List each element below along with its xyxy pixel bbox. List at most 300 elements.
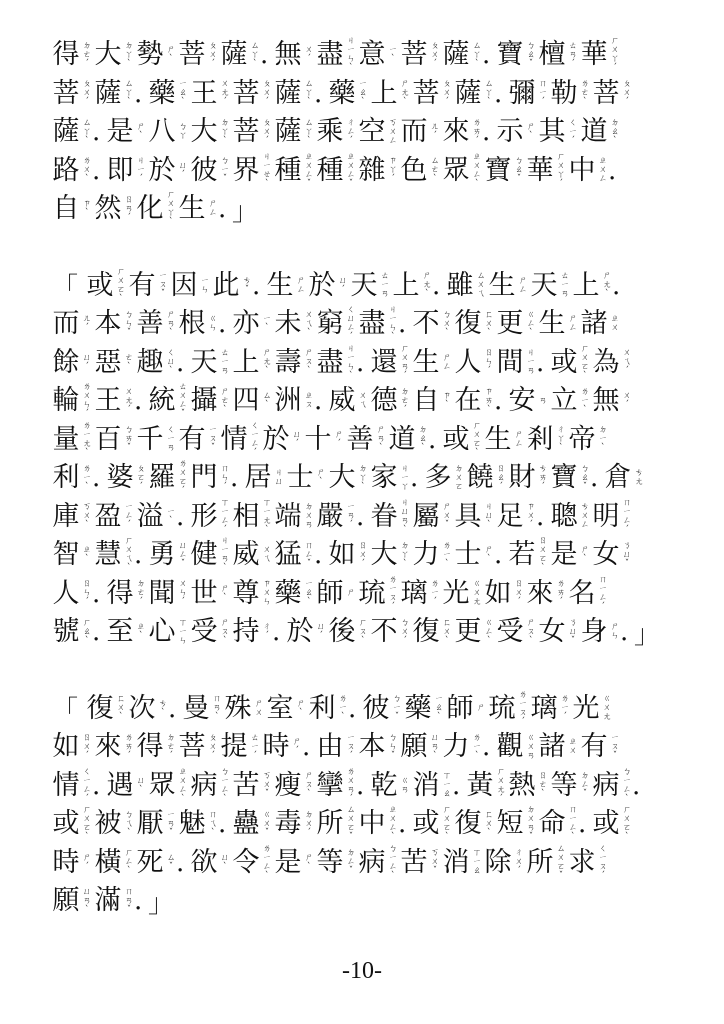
han-character: 惡 — [94, 346, 122, 378]
han-character: 薩 — [454, 77, 482, 109]
han-character: 持 — [232, 616, 260, 648]
annotated-character — [572, 271, 613, 301]
han-character: 號 — [52, 616, 80, 648]
annotated-character — [316, 732, 357, 762]
han-character: 善 — [346, 423, 374, 455]
zhuyin-annotation: ㄢ — [538, 395, 548, 406]
annotated-character — [362, 694, 403, 724]
annotated-character — [94, 309, 135, 339]
annotated-character — [148, 79, 189, 109]
zhuyin-annotation: ㄧ ˋ — [388, 45, 398, 65]
annotated-character — [484, 579, 525, 609]
han-character: 界 — [232, 154, 260, 186]
annotated-character — [538, 732, 579, 762]
zhuyin-annotation: ㄌ ㄧ ˊ — [430, 579, 440, 608]
annotated-character — [190, 156, 231, 186]
annotated-character — [94, 386, 135, 416]
han-character: 生 — [484, 423, 512, 455]
zhuyin-annotation: ㄕ ˋ — [316, 468, 326, 488]
zhuyin-annotation: ㄧ ㄢ ˊ — [346, 502, 356, 531]
annotated-character — [526, 845, 567, 881]
close-quote: 」 — [148, 888, 175, 919]
punctuation-dot: . — [92, 770, 101, 801]
annotated-character — [496, 502, 537, 532]
zhuyin-annotation: ㄉ ㄥ ˇ — [346, 848, 356, 877]
zhuyin-annotation: ㄓ ㄨ — [610, 314, 620, 334]
zhuyin-annotation: ㄨ ㄟ ˊ — [622, 348, 632, 377]
han-character: 如 — [484, 577, 512, 609]
zhuyin-annotation: ㄕ ˋ — [304, 852, 314, 872]
annotated-character — [178, 425, 219, 455]
zhuyin-annotation: ㄌ ㄨ ㄢ ˊ — [346, 766, 356, 804]
text-line — [52, 267, 692, 306]
text-line — [52, 305, 692, 344]
annotated-character — [550, 502, 591, 532]
annotated-character — [538, 117, 579, 147]
annotated-character — [52, 540, 93, 570]
han-character: 明 — [592, 500, 620, 532]
han-character: 雖 — [446, 269, 474, 301]
text-line — [52, 75, 692, 114]
punctuation-dot: . — [356, 501, 365, 532]
han-character: 後 — [328, 616, 356, 648]
han-character: 薩 — [220, 39, 248, 71]
zhuyin-annotation: ㄌ ㄧ ˊ — [560, 694, 570, 723]
han-character: 在 — [454, 385, 482, 417]
annotated-character — [266, 694, 307, 724]
annotated-character — [496, 348, 537, 378]
han-character: 薩 — [52, 116, 80, 148]
han-character: 得 — [136, 731, 164, 763]
han-character: 屬 — [412, 500, 440, 532]
annotated-character — [274, 386, 315, 416]
zhuyin-annotation: ㄖ ㄣ ˊ — [82, 579, 92, 608]
zhuyin-annotation: ㄋ ㄩ ˇ — [568, 617, 578, 646]
zhuyin-annotation: ㄅ ㄞ ˇ — [124, 425, 134, 454]
zhuyin-annotation: ㄆ ㄨ ˊ — [622, 79, 632, 108]
zhuyin-annotation: ㄙ ㄚ ˋ — [250, 40, 260, 69]
han-character: 量 — [52, 423, 80, 455]
han-character: 還 — [370, 346, 398, 378]
punctuation-dot: . — [168, 693, 177, 724]
han-character: 熱 — [508, 769, 536, 801]
punctuation-dot: . — [176, 347, 185, 378]
punctuation-dot: . — [482, 117, 491, 148]
zhuyin-annotation: ㄗ ㄞ ˋ — [484, 386, 494, 415]
zhuyin-annotation: ㄐ ㄧ ˊ — [136, 156, 146, 185]
annotated-character — [442, 422, 483, 458]
annotated-character — [274, 502, 315, 532]
han-character: 菩 — [400, 39, 428, 71]
han-character: 健 — [190, 539, 218, 571]
han-character: 菩 — [178, 731, 206, 763]
annotated-character — [182, 694, 223, 724]
annotated-character — [454, 386, 495, 416]
zhuyin-annotation: ㄇ ㄣ ˊ — [220, 463, 230, 492]
annotated-character — [136, 348, 177, 378]
annotated-character — [136, 309, 177, 339]
han-character: 王 — [94, 385, 122, 417]
annotated-character — [232, 540, 273, 570]
zhuyin-annotation: ㄕ ㄡ ˋ — [304, 771, 314, 800]
zhuyin-annotation: ㄕ ˊ — [292, 737, 302, 757]
annotated-character — [190, 617, 231, 647]
han-character: 而 — [400, 116, 428, 148]
zhuyin-annotation: ㄩ ˊ — [316, 622, 326, 642]
annotated-character — [106, 463, 147, 493]
han-character: 統 — [148, 385, 176, 417]
han-character: 或 — [442, 423, 470, 455]
annotated-character — [526, 579, 567, 609]
zhuyin-annotation: ㄕ — [346, 588, 356, 599]
punctuation-dot: . — [398, 309, 407, 340]
han-character: 身 — [580, 616, 608, 648]
punctuation-dot: . — [356, 347, 365, 378]
han-character: 令 — [232, 846, 260, 878]
han-character: 復 — [454, 308, 482, 340]
han-character: 次 — [128, 692, 156, 724]
zhuyin-annotation: ㄑ ㄩ ˋ — [166, 348, 176, 377]
zhuyin-annotation: ㄓ ㄨ — [568, 737, 578, 757]
annotated-character — [52, 579, 93, 609]
zhuyin-annotation: ㄕ ˋ — [580, 545, 590, 565]
annotated-character — [358, 845, 399, 881]
annotated-character — [94, 194, 135, 224]
zhuyin-annotation: ㄐ ㄧ ㄝ ˋ — [262, 151, 272, 189]
annotated-character — [442, 848, 483, 878]
han-character: 等 — [316, 846, 344, 878]
han-character: 璃 — [400, 577, 428, 609]
annotated-character — [370, 771, 411, 801]
annotated-character — [148, 460, 189, 496]
annotated-character — [370, 617, 411, 647]
annotated-character — [424, 463, 465, 493]
zhuyin-annotation: ㄕ ㄤ ˋ — [422, 271, 432, 300]
han-character: 因 — [170, 269, 198, 301]
han-character: 羅 — [148, 462, 176, 494]
zhuyin-annotation: ㄩ ㄢ ˋ — [82, 886, 92, 915]
annotated-character — [442, 579, 483, 609]
annotated-character — [148, 768, 189, 804]
han-character: 溢 — [136, 500, 164, 532]
annotated-character — [148, 117, 189, 147]
zhuyin-annotation: ㄉ ㄥ ˇ — [580, 771, 590, 800]
han-character: 而 — [52, 308, 80, 340]
han-character: 上 — [392, 269, 420, 301]
han-character: 於 — [148, 154, 176, 186]
zhuyin-annotation: ㄓ ㄨ ㄥ — [598, 156, 608, 185]
han-character: 大 — [94, 39, 122, 71]
annotated-character — [530, 694, 571, 724]
han-character: 聰 — [550, 500, 578, 532]
text-line — [52, 728, 692, 767]
han-character: 剎 — [526, 423, 554, 455]
zhuyin-annotation: ㄙ ˇ — [166, 852, 176, 872]
zhuyin-annotation: ㄌ ㄧ ˋ — [442, 540, 452, 569]
zhuyin-annotation: ㄙ ㄨ ㄛ ˇ — [556, 843, 566, 881]
zhuyin-annotation: ㄐ ㄩ — [274, 468, 284, 488]
annotated-character — [52, 768, 93, 804]
zhuyin-annotation: ㄧ ㄡ ˇ — [208, 425, 218, 454]
annotated-character — [454, 617, 495, 647]
zhuyin-annotation: ㄗ ˋ — [82, 199, 92, 219]
han-character: 女 — [592, 539, 620, 571]
zhuyin-annotation: ㄕ ㄨ ˇ — [442, 502, 452, 531]
han-character: 利 — [308, 692, 336, 724]
punctuation-dot: . — [398, 809, 407, 840]
zhuyin-annotation: ㄆ ㄨ ˊ — [430, 40, 440, 69]
han-character: 然 — [94, 193, 122, 225]
han-character: 或 — [412, 808, 440, 840]
zhuyin-annotation: ㄈ ㄨ ˋ — [442, 617, 452, 646]
han-character: 復 — [412, 616, 440, 648]
han-character: 天 — [190, 346, 218, 378]
annotated-character — [316, 306, 357, 342]
zhuyin-annotation: ㄎ ㄨ ˇ — [262, 771, 272, 800]
han-character: 寶 — [496, 39, 524, 71]
zhuyin-annotation: ㄈ ㄨ ˋ — [484, 309, 494, 338]
zhuyin-annotation: ㄕ ㄡ ˋ — [220, 617, 230, 646]
annotated-character — [136, 502, 177, 532]
zhuyin-annotation: ㄌ ㄨ ㄛ ˊ — [178, 459, 188, 497]
zhuyin-annotation: ㄨ ㄟ — [358, 391, 368, 411]
han-character: 示 — [496, 116, 524, 148]
zhuyin-annotation: ㄏ ㄨ ㄛ ˋ — [82, 805, 92, 843]
han-character: 璃 — [530, 692, 558, 724]
annotated-character — [446, 694, 487, 724]
zhuyin-annotation: ㄑ ㄧ ㄡ ˊ — [598, 843, 608, 881]
punctuation-dot: . — [314, 386, 323, 417]
zhuyin-annotation: ㄉ ㄨ ˊ — [304, 809, 314, 838]
zhuyin-annotation: ㄅ ㄠ ˇ — [580, 463, 590, 492]
annotated-character — [454, 502, 495, 532]
zhuyin-annotation: ㄏ ㄨ ㄤ ˊ — [496, 766, 506, 804]
zhuyin-annotation: ㄓ ˋ — [136, 622, 146, 642]
han-character: 菩 — [178, 39, 206, 71]
punctuation-dot: . — [590, 463, 599, 494]
annotated-character — [496, 732, 537, 762]
zhuyin-annotation: ㄏ ㄨ ㄢ ˊ — [400, 343, 410, 381]
han-character: 來 — [94, 731, 122, 763]
annotated-character — [484, 848, 525, 878]
annotated-character — [550, 79, 591, 109]
annotated-character — [86, 694, 127, 724]
punctuation-dot: . — [348, 693, 357, 724]
han-character: 或 — [550, 346, 578, 378]
annotated-character — [274, 309, 315, 339]
han-character: 庫 — [52, 500, 80, 532]
zhuyin-annotation: ㄓ ㄨ ㄥ ˋ — [178, 766, 188, 804]
zhuyin-annotation: ㄔ ㄚ ˋ — [556, 425, 566, 454]
annotated-character — [148, 579, 189, 609]
han-character: 壽 — [274, 346, 302, 378]
annotated-character — [52, 156, 93, 186]
han-character: 自 — [412, 385, 440, 417]
annotated-character — [526, 153, 567, 189]
annotated-character — [86, 268, 127, 304]
annotated-character — [358, 117, 399, 147]
han-character: 本 — [94, 308, 122, 340]
annotated-character — [358, 806, 399, 842]
han-character: 聞 — [148, 577, 176, 609]
zhuyin-annotation: ㄍ ㄨ ㄢ — [526, 732, 536, 761]
han-character: 光 — [572, 692, 600, 724]
zhuyin-annotation: ㄏ ㄨ ㄛ ˋ — [472, 420, 482, 458]
zhuyin-annotation: ㄩ ˊ — [178, 160, 188, 180]
zhuyin-annotation: ㄙ ㄨ ㄛ ˇ — [346, 805, 356, 843]
zhuyin-annotation: ㄇ ㄧ ㄥ ˋ — [568, 805, 578, 843]
zhuyin-annotation: ㄕ ㄣ — [610, 622, 620, 642]
zhuyin-annotation: ㄅ ㄧ ˇ — [220, 156, 230, 185]
zhuyin-annotation: ㄏ ㄥ ˋ — [124, 848, 134, 877]
zhuyin-annotation: ㄕ ㄤ ˋ — [400, 79, 410, 108]
zhuyin-annotation: ㄨ ㄣ ˊ — [178, 579, 188, 608]
annotated-character — [400, 156, 441, 186]
han-character: 多 — [424, 462, 452, 494]
punctuation-dot: . — [134, 540, 143, 571]
han-character: 魅 — [178, 808, 206, 840]
zhuyin-annotation: ㄗ ˋ — [442, 391, 452, 411]
zhuyin-annotation: ㄖ ㄣ ˊ — [484, 348, 494, 377]
annotated-character — [220, 732, 261, 762]
han-character: 生 — [178, 193, 206, 225]
han-character: 智 — [52, 539, 80, 571]
annotated-character — [400, 117, 441, 147]
annotated-character — [178, 309, 219, 339]
annotated-character — [136, 191, 177, 227]
han-character: 琉 — [358, 577, 386, 609]
han-character: 病 — [358, 846, 386, 878]
annotated-character — [400, 732, 441, 762]
zhuyin-annotation: ㄏ ㄨ ㄚ ˋ — [166, 190, 176, 228]
han-character: 眾 — [148, 769, 176, 801]
close-quote: 」 — [634, 619, 661, 650]
annotated-character — [232, 617, 273, 647]
zhuyin-annotation: ㄕ ㄥ — [518, 275, 528, 295]
han-character: 菩 — [232, 116, 260, 148]
annotated-character — [316, 848, 357, 878]
punctuation-dot: . — [92, 155, 101, 186]
annotated-character — [400, 40, 441, 70]
annotated-character — [328, 540, 369, 570]
han-character: 為 — [592, 346, 620, 378]
punctuation-dot: . — [272, 617, 281, 648]
zhuyin-annotation: ㄇ ㄧ ㄥ ˊ — [622, 497, 632, 535]
zhuyin-annotation: ㄨ ㄤ ˊ — [124, 386, 134, 415]
annotated-character — [508, 537, 549, 573]
zhuyin-annotation: ㄅ ㄧ ㄥ ˋ — [388, 843, 398, 881]
annotated-character — [580, 309, 621, 339]
zhuyin-annotation: ㄕ ˋ — [526, 122, 536, 142]
han-character: 琉 — [488, 692, 516, 724]
zhuyin-annotation: ㄌ ㄞ ˊ — [124, 732, 134, 761]
zhuyin-annotation: ㄗ ㄨ ˊ — [526, 502, 536, 531]
han-character: 菩 — [412, 77, 440, 109]
han-character: 世 — [190, 577, 218, 609]
annotated-character — [358, 306, 399, 342]
text-line — [52, 690, 692, 729]
zhuyin-annotation: ㄩ ˋ — [136, 775, 146, 795]
annotated-character — [442, 153, 483, 189]
han-character: 於 — [262, 423, 290, 455]
han-character: 寶 — [550, 462, 578, 494]
annotated-character — [52, 806, 93, 842]
zhuyin-annotation: ㄉ ㄧ ˋ — [598, 425, 608, 454]
zhuyin-annotation: ㄔ ㄨ ˊ — [514, 848, 524, 877]
zhuyin-annotation: ㄇ ㄟ ˋ — [208, 809, 218, 838]
annotated-character — [190, 348, 231, 378]
annotated-character — [190, 463, 231, 493]
annotated-character — [538, 806, 579, 842]
han-character: 勒 — [550, 77, 578, 109]
han-character: 病 — [592, 769, 620, 801]
han-character: 輪 — [52, 385, 80, 417]
zhuyin-annotation: ㄓ ㄨ ㄥ ˇ — [346, 151, 356, 189]
annotated-character — [328, 386, 369, 416]
han-character: 求 — [568, 846, 596, 878]
zhuyin-annotation: ㄒ ㄧ ㄥ ˊ — [220, 497, 230, 535]
zhuyin-annotation: ㄉ ㄠ ˋ — [418, 425, 428, 454]
han-character: 饒 — [466, 462, 494, 494]
annotated-character — [370, 499, 411, 535]
zhuyin-annotation: ㄏ ㄨ ㄛ ˋ — [622, 805, 632, 843]
han-character: 根 — [178, 308, 206, 340]
han-character: 威 — [328, 385, 356, 417]
punctuation-dot: . — [452, 770, 461, 801]
zhuyin-annotation: ㄊ ㄧ ˊ — [250, 732, 260, 761]
han-character: 攣 — [316, 769, 344, 801]
zhuyin-annotation: ㄋ ㄩ ˇ — [622, 540, 632, 569]
zhuyin-annotation: ㄖ ㄨ ㄛ ˋ — [538, 536, 548, 574]
han-character: 倉 — [604, 462, 632, 494]
punctuation-dot: . — [428, 424, 437, 455]
zhuyin-annotation: ㄏ ㄨ ㄛ ˋ — [116, 266, 126, 304]
annotated-character — [308, 694, 349, 724]
han-character: 薩 — [274, 116, 302, 148]
zhuyin-annotation: ㄉ ㄜ ˊ — [136, 579, 146, 608]
han-character: 菩 — [232, 77, 260, 109]
annotated-character — [304, 425, 345, 455]
annotated-character — [538, 40, 579, 70]
zhuyin-annotation: ㄌ ㄧ ㄥ ˋ — [262, 843, 272, 881]
annotated-character — [52, 309, 93, 339]
han-character: 本 — [358, 731, 386, 763]
han-character: 名 — [568, 577, 596, 609]
punctuation-dot: . — [410, 463, 419, 494]
han-character: 種 — [274, 154, 302, 186]
han-character: 尊 — [232, 577, 260, 609]
annotated-character — [496, 806, 537, 842]
zhuyin-annotation: ㄕ ㄡ ˋ — [526, 617, 536, 646]
annotated-character — [400, 579, 441, 609]
han-character: 生 — [488, 269, 516, 301]
han-character: 於 — [286, 616, 314, 648]
annotated-character — [568, 576, 609, 612]
annotated-character — [592, 386, 633, 416]
zhuyin-annotation: ㄓ ㄨ ㄥ ˋ — [472, 151, 482, 189]
punctuation-dot: . — [620, 617, 629, 648]
annotated-character — [526, 425, 567, 455]
annotated-character — [106, 771, 147, 801]
paragraph-gap — [52, 652, 692, 690]
han-character: 室 — [266, 692, 294, 724]
annotated-character — [316, 502, 357, 532]
zhuyin-annotation: ㄊ ㄧ ㄢ — [380, 271, 390, 300]
annotated-character — [190, 499, 231, 535]
zhuyin-annotation: ㄙ ㄚ ˋ — [484, 79, 494, 108]
annotated-character — [496, 617, 537, 647]
zhuyin-annotation: ㄧ ㄠ ˋ — [178, 79, 188, 108]
